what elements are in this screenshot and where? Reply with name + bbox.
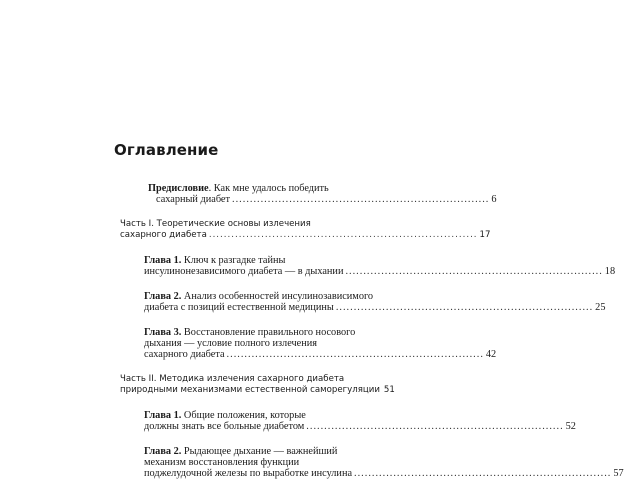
page-number: 6 [491, 194, 497, 205]
toc-entry-chapter-3[interactable] [120, 327, 497, 360]
leader-dots: ........................................................................ [208, 230, 478, 240]
entry-title-cont: поджелудочной железы по выработке инсулина [144, 468, 353, 479]
entry-title: Рыдающее дыхание — важнейший [181, 446, 338, 457]
leader-dots: ........................................................................ [345, 266, 603, 277]
page-title: Оглавление [114, 141, 219, 159]
entry-title-cont: сахарный диабет [156, 194, 231, 205]
page-number: 42 [485, 349, 497, 360]
page-number: 25 [595, 302, 606, 313]
toc-entry-part2-chapter-2[interactable] [120, 446, 624, 479]
leader-dots: ........................................................................ [226, 349, 484, 360]
entry-title-cont: сахарного диабета [144, 349, 225, 360]
entry-title-cont: механизм восстановления функции [144, 457, 300, 468]
toc-entry-part-1[interactable] [120, 219, 491, 241]
entry-title: . Как мне удалось победить [208, 183, 329, 194]
entry-title-cont: должны знать все больные диабетом [144, 421, 305, 432]
entry-label: Глава 3. [144, 327, 182, 338]
toc-entry-chapter-1[interactable] [120, 255, 616, 277]
entry-title-cont: инсулинонезависимого диабета — в дыхании [144, 266, 344, 277]
toc-entry-chapter-2[interactable] [120, 291, 606, 313]
toc-entry-preface[interactable] [120, 183, 497, 205]
entry-title: Восстановление правильного носового [181, 327, 356, 338]
entry-label: Глава 2. [144, 446, 182, 457]
entry-label: Предисловие [148, 183, 209, 194]
entry-title: Общие положения, которые [181, 410, 306, 421]
page-number: 52 [565, 421, 576, 432]
page-number: 17 [479, 230, 491, 240]
entry-title: Ключ к разгадке тайны [181, 255, 286, 266]
entry-title-cont: природными механизмами естественной саморегуляции [120, 385, 380, 395]
page-number: 18 [604, 266, 616, 277]
leader-dots: ........................................................................ [354, 468, 612, 479]
entry-label: Глава 2. [144, 291, 182, 302]
entry-title-cont: дыхания — условие полного излечения [144, 338, 318, 349]
toc-entry-part-2[interactable] [120, 374, 395, 396]
table-of-contents [120, 183, 624, 493]
leader-dots: ........................................................................ [335, 302, 594, 313]
entry-label: Глава 1. [144, 410, 182, 421]
entry-title-cont: диабета с позиций естественной медицины [144, 302, 334, 313]
entry-title-cont: сахарного диабета [120, 230, 207, 240]
toc-entry-part2-chapter-1[interactable] [120, 410, 576, 432]
entry-title: Анализ особенностей инсулинозависимого [181, 291, 374, 302]
page-number: 51 [383, 385, 395, 395]
entry-title: Часть I. Теоретические основы излечения [120, 219, 311, 229]
page-number: 57 [613, 468, 624, 479]
entry-title: Часть II. Методика излечения сахарного диабета [120, 374, 345, 384]
entry-label: Глава 1. [144, 255, 182, 266]
leader-dots: ........................................................................ [232, 194, 490, 205]
leader-dots: ........................................................................ [306, 421, 564, 432]
